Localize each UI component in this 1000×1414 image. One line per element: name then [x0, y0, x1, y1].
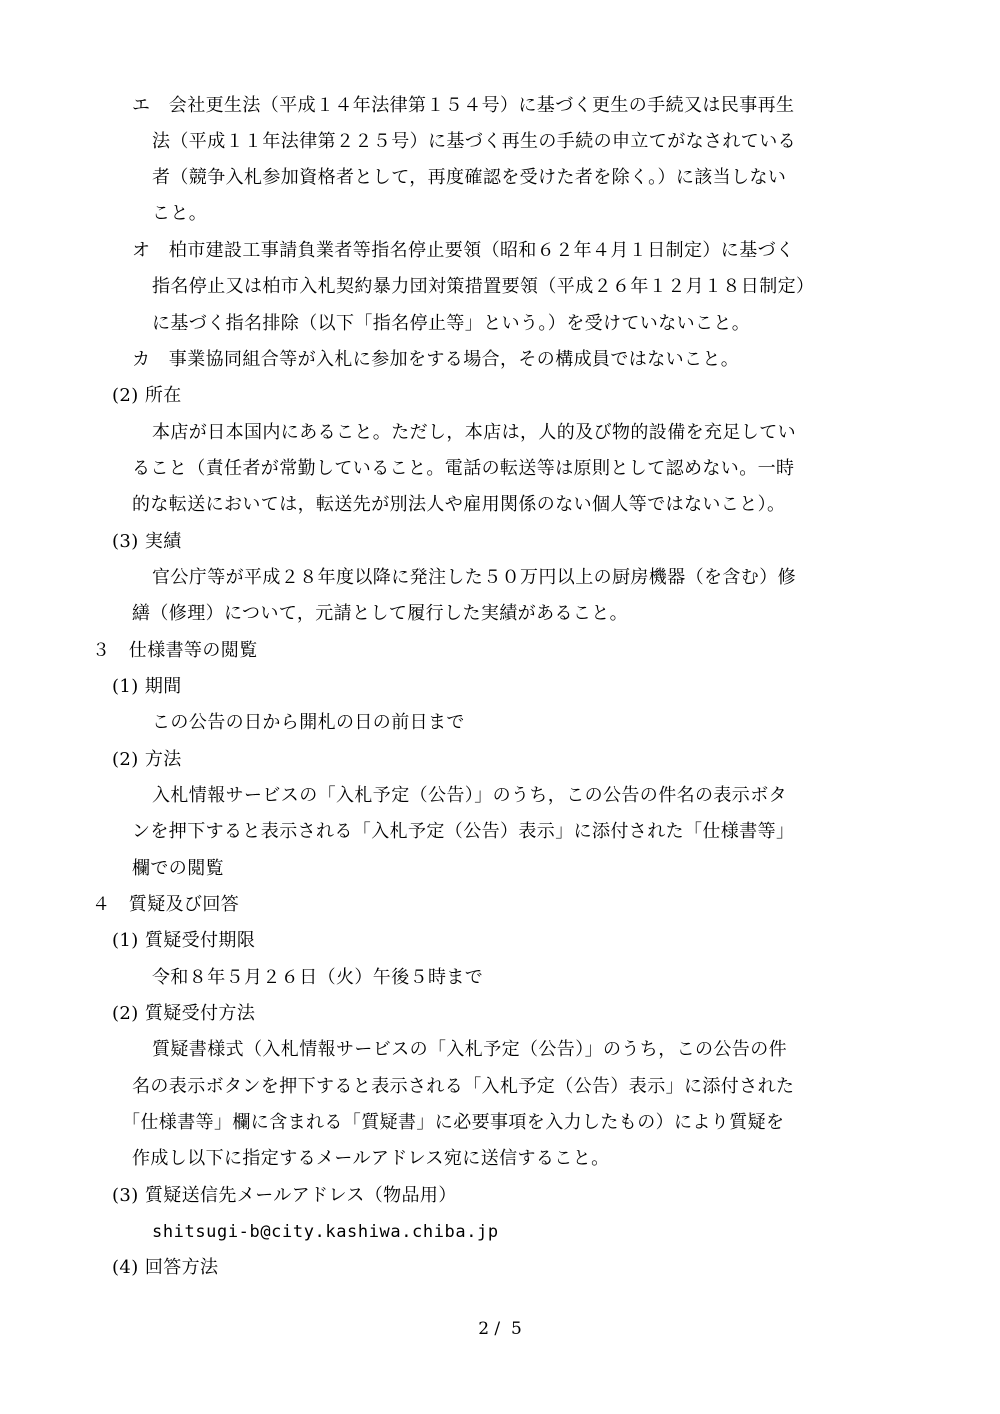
question-method-line-3: 「仕様書等」欄に含まれる「質疑書」に必要事項を入力したもの）により質疑を: [122, 1112, 785, 1133]
method-line-1: 入札情報サービスの「入札予定（公告）」のうち，この公告の件名の表示ボタ: [152, 785, 787, 806]
item-e-line-2: 法（平成１１年法律第２２５号）に基づく再生の手続の申立てがなされている: [152, 131, 796, 152]
email-address: shitsugi-b@city.kashiwa.chiba.jp: [152, 1222, 499, 1242]
record-line-2: 繕（修理）について，元請として履行した実績があること。: [132, 603, 629, 624]
page-number: 2 / 5: [478, 1319, 522, 1339]
question-method-line-4: 作成し以下に指定するメールアドレス宛に送信すること。: [132, 1148, 610, 1169]
record-line-1: 官公庁等が平成２８年度以降に発注した５０万円以上の厨房機器（を含む）修: [152, 567, 796, 588]
item-e-line-3: 者（競争入札参加資格者として，再度確認を受けた者を除く。）に該当しない: [152, 167, 787, 188]
question-method-line-1: 質疑書様式（入札情報サービスの「入札予定（公告）」のうち，この公告の件: [152, 1039, 787, 1060]
item-o-line-1: オ 柏市建設工事請負業者等指名停止要領（昭和６２年４月１日制定）に基づく: [132, 240, 795, 261]
section-2-3-heading: (3) 実績: [112, 531, 182, 552]
location-line-1: 本店が日本国内にあること。ただし，本店は，人的及び物的設備を充足してい: [152, 422, 796, 443]
location-line-2: ること（責任者が常勤していること。電話の転送等は原則として認めない。一時: [132, 458, 795, 479]
section-4-heading: ４ 質疑及び回答: [92, 894, 240, 915]
item-e-line-1: エ 会社更生法（平成１４年法律第１５４号）に基づく更生の手続又は民事再生: [132, 95, 795, 116]
location-line-3: 的な転送においては，転送先が別法人や雇用関係のない個人等ではないこと）。: [132, 494, 786, 515]
section-3-heading: ３ 仕様書等の閲覧: [92, 640, 258, 661]
item-o-line-3: に基づく指名排除（以下「指名停止等」という。）を受けていないこと。: [152, 313, 751, 334]
section-4-4-heading: (4) 回答方法: [112, 1257, 219, 1278]
method-line-3: 欄での閲覧: [132, 858, 224, 879]
section-4-2-heading: (2) 質疑受付方法: [112, 1003, 256, 1024]
section-3-2-heading: (2) 方法: [112, 749, 182, 770]
question-method-line-2: 名の表示ボタンを押下すると表示される「入札予定（公告）表示」に添付された: [132, 1076, 795, 1097]
section-3-1-heading: (1) 期間: [112, 676, 182, 697]
method-line-2: ンを押下すると表示される「入札予定（公告）表示」に添付された「仕様書等」: [132, 821, 795, 842]
item-e-line-4: こと。: [152, 203, 208, 224]
section-2-2-heading: (2) 所在: [112, 385, 182, 406]
item-o-line-2: 指名停止又は柏市入札契約暴力団対策措置要領（平成２６年１２月１８日制定）: [152, 276, 815, 297]
section-4-3-heading: (3) 質疑送信先メールアドレス（物品用）: [112, 1185, 457, 1206]
deadline-line: 令和８年５月２６日（火）午後５時まで: [152, 967, 484, 988]
period-line: この公告の日から開札の日の前日まで: [152, 712, 465, 733]
item-ka-line-1: カ 事業協同組合等が入札に参加をする場合，その構成員ではないこと。: [132, 349, 740, 370]
section-4-1-heading: (1) 質疑受付期限: [112, 930, 256, 951]
